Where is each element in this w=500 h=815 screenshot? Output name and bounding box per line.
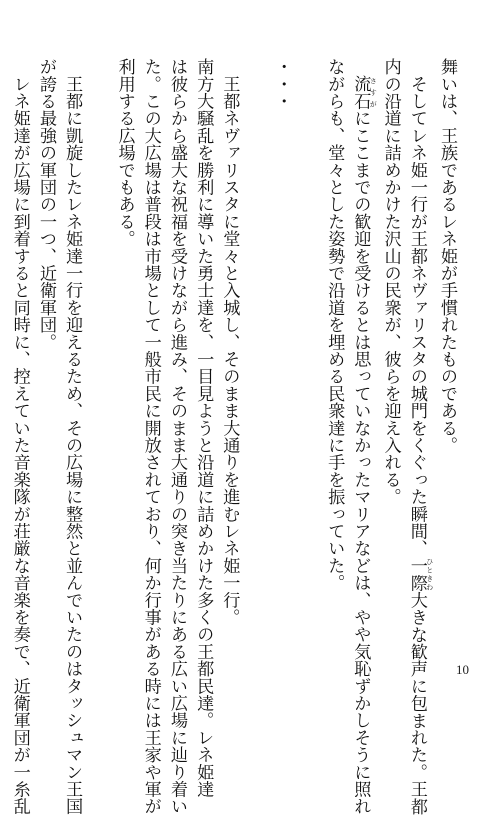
text-line-5: ながらも、堂々とした姿勢で沿道を埋める民衆達に手を振っていた。 [324, 58, 345, 592]
text-line-9: た。この大広場は普段は市場として一般市民に開放されており、何か行事がある時には王家や軍が [140, 58, 161, 815]
text-line-8: は彼らから盛大な祝福を受けながら進み、そのまま大通りの突き当たりにある広い広場に辿り着い [166, 58, 187, 815]
text-line-7: 南方大騒乱を勝利に導いた勇士達を、一目見ようと沿道に詰めかけた多くの王都民達。レネ姫達 [193, 58, 214, 798]
scene-break-dots: ・・・ [271, 58, 292, 110]
text-line-6: 王都ネヴァリスタに堂々と入城し、そのまま大通りを進むレネ姫一行。 [219, 58, 240, 626]
text-line-3: 内の沿道に詰めかけた沢山の民衆が、彼らを迎え入れる。 [380, 58, 401, 506]
text-line-12: が誇る最強の軍団の一つ、近衛軍団。 [35, 58, 56, 351]
text-line-10: 利用する広場でもある。 [114, 58, 135, 248]
text-line-1: 舞いは、王族であるレネ姫が手慣れたものである。 [437, 58, 457, 454]
page-number: 10 [456, 662, 469, 677]
text-line-13: レネ姫達が広場に到着すると同時に、控えていた音楽隊が荘厳な音楽を奏で、近衛軍団が一糸乱 [9, 58, 30, 815]
ruby-sasuga: 流石 さすが [350, 75, 378, 110]
text-line-11: 王都に凱旋したレネ姫達一行を迎えるため、その広場に整然と並んでいたのはタッシュマン王国 [62, 58, 83, 815]
text-line-2: そしてレネ姫一行が王都ネヴァリスタの城門をくぐった瞬間、一際 ひときわ大きな歓声に包まれた。王都 [406, 58, 434, 815]
text-line-4: 流石 さすがにここまでの歓迎を受けるとは思っていなかったマリアなどは、やや気恥ずかしそうに照れ [350, 75, 378, 815]
ruby-hitokiwa: 一際 ひときわ [406, 556, 434, 592]
body-text [9, 58, 460, 815]
